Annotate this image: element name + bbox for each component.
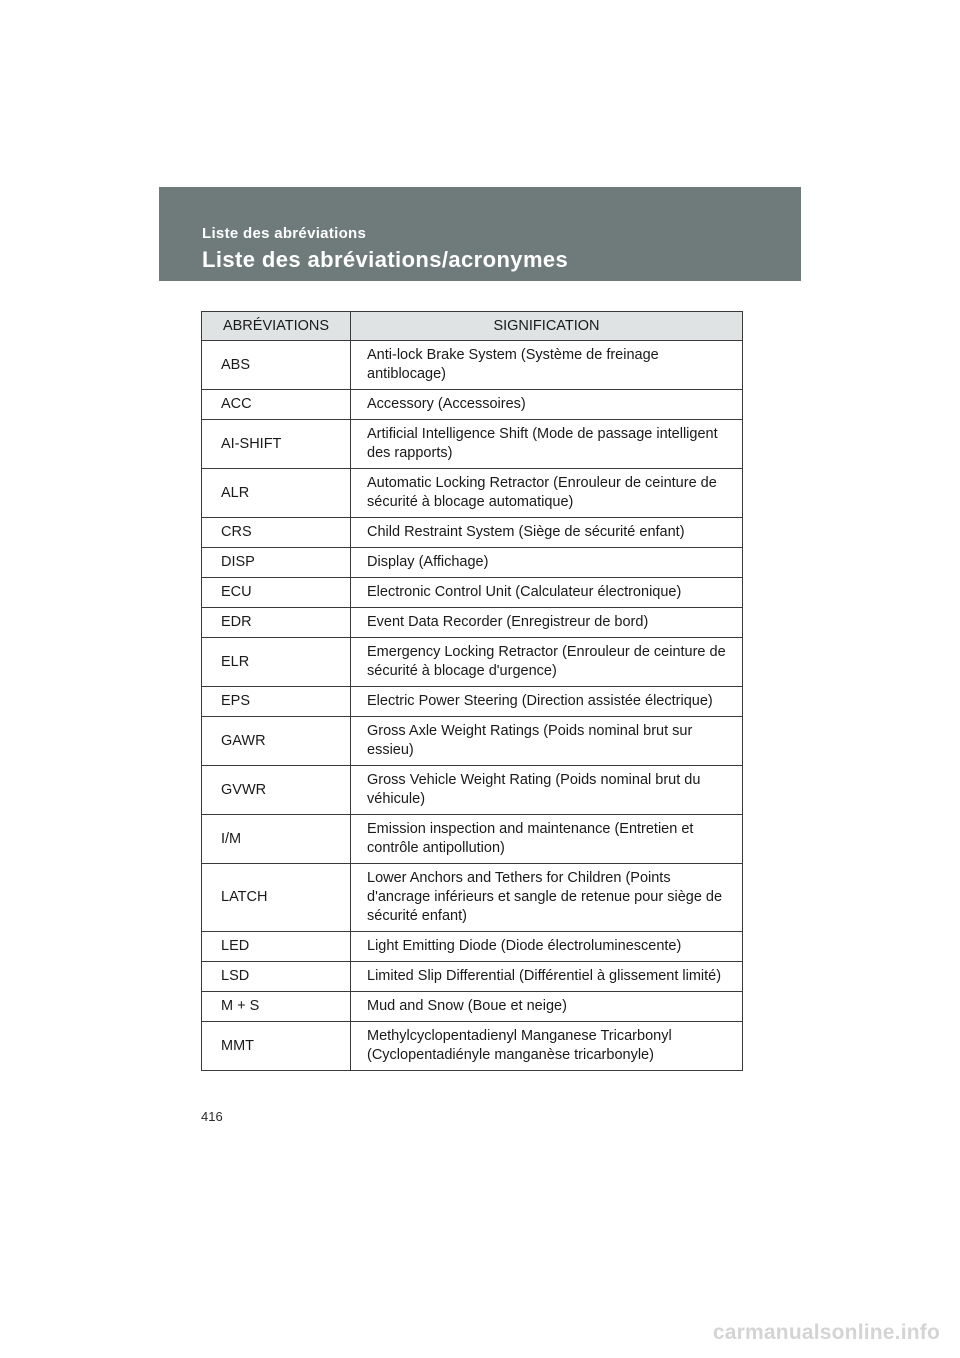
meaning-cell: Gross Vehicle Weight Rating (Poids nominal brut du véhicule) — [351, 766, 743, 815]
abbreviation-cell: LSD — [202, 962, 351, 992]
abbreviation-cell: M + S — [202, 992, 351, 1022]
meaning-cell: Anti-lock Brake System (Système de freinage antiblocage) — [351, 341, 743, 390]
abbreviation-cell: GVWR — [202, 766, 351, 815]
meaning-cell: Accessory (Accessoires) — [351, 390, 743, 420]
meaning-cell: Emergency Locking Retractor (Enrouleur de ceinture de sécurité à blocage d'urgence) — [351, 638, 743, 687]
abbreviation-cell: AI-SHIFT — [202, 420, 351, 469]
meaning-cell: Methylcyclopentadienyl Manganese Tricarbonyl (Cyclopentadiényle manganèse tricarbonyle) — [351, 1022, 743, 1071]
table-header-row — [202, 312, 743, 341]
abbreviation-cell: LATCH — [202, 864, 351, 932]
table-row — [202, 638, 743, 687]
meaning-cell: Child Restraint System (Siège de sécurité enfant) — [351, 518, 743, 548]
table-row — [202, 1022, 743, 1071]
abbreviations-table — [201, 311, 743, 1071]
abbreviation-cell: ELR — [202, 638, 351, 687]
table-row — [202, 815, 743, 864]
abbreviation-cell: ECU — [202, 578, 351, 608]
abbreviation-cell: DISP — [202, 548, 351, 578]
table-row — [202, 687, 743, 717]
table-row — [202, 341, 743, 390]
meaning-cell: Gross Axle Weight Ratings (Poids nominal brut sur essieu) — [351, 717, 743, 766]
meaning-cell: Lower Anchors and Tethers for Children (Points d'ancrage inférieurs et sangle de retenue pour siège de sécurité enfant) — [351, 864, 743, 932]
abbreviation-cell: LED — [202, 932, 351, 962]
abbreviation-cell: GAWR — [202, 717, 351, 766]
meaning-cell: Mud and Snow (Boue et neige) — [351, 992, 743, 1022]
page-number: 416 — [201, 1109, 223, 1124]
column-header-meaning: SIGNIFICATION — [351, 312, 743, 341]
abbreviation-cell: CRS — [202, 518, 351, 548]
table-row — [202, 390, 743, 420]
abbreviation-cell: EDR — [202, 608, 351, 638]
abbreviation-cell: ACC — [202, 390, 351, 420]
meaning-cell: Electronic Control Unit (Calculateur électronique) — [351, 578, 743, 608]
abbreviation-cell: MMT — [202, 1022, 351, 1071]
section-subtitle: Liste des abréviations — [202, 225, 367, 242]
abbreviation-cell: EPS — [202, 687, 351, 717]
page-title: Liste des abréviations/acronymes — [202, 247, 569, 272]
table-row — [202, 864, 743, 932]
table-row — [202, 717, 743, 766]
meaning-cell: Limited Slip Differential (Différentiel à glissement limité) — [351, 962, 743, 992]
table-row — [202, 578, 743, 608]
column-header-abbreviations: ABRÉVIATIONS — [202, 312, 351, 341]
table-row — [202, 992, 743, 1022]
table-row — [202, 766, 743, 815]
table-row — [202, 932, 743, 962]
table-body — [202, 341, 743, 1071]
abbreviation-cell: I/M — [202, 815, 351, 864]
meaning-cell: Automatic Locking Retractor (Enrouleur de ceinture de sécurité à blocage automatique) — [351, 469, 743, 518]
meaning-cell: Event Data Recorder (Enregistreur de bord) — [351, 608, 743, 638]
table-row — [202, 962, 743, 992]
watermark: carmanualsonline.info — [712, 1321, 940, 1344]
section-header — [159, 187, 801, 281]
table-row — [202, 420, 743, 469]
table-row — [202, 548, 743, 578]
table-row — [202, 608, 743, 638]
meaning-cell: Emission inspection and maintenance (Entretien et contrôle antipollution) — [351, 815, 743, 864]
meaning-cell: Light Emitting Diode (Diode électroluminescente) — [351, 932, 743, 962]
meaning-cell: Electric Power Steering (Direction assistée électrique) — [351, 687, 743, 717]
meaning-cell: Artificial Intelligence Shift (Mode de passage intelligent des rapports) — [351, 420, 743, 469]
table-row — [202, 518, 743, 548]
abbreviation-cell: ALR — [202, 469, 351, 518]
abbreviation-cell: ABS — [202, 341, 351, 390]
table-row — [202, 469, 743, 518]
meaning-cell: Display (Affichage) — [351, 548, 743, 578]
